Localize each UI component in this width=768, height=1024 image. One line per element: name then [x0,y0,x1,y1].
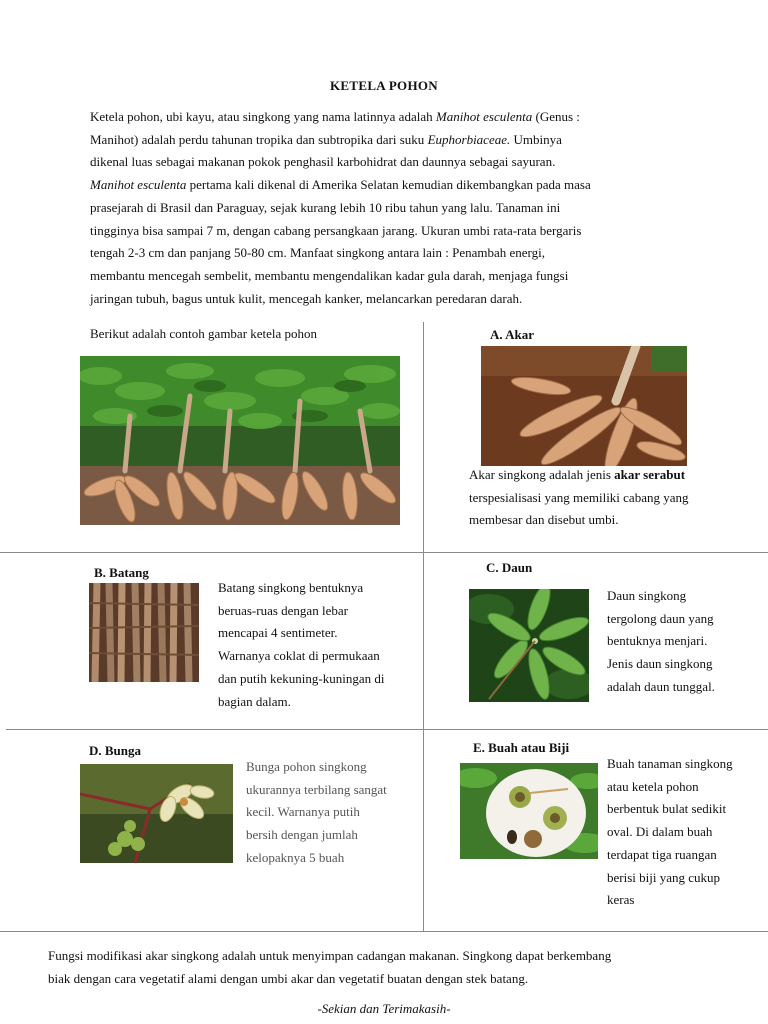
buah-description [607,753,733,912]
text-line: tergolong daun yang [607,610,714,626]
text-line: Manihot) adalah perdu tahunan tropika dan subtropika dari suku Euphorbiaceae. Umbinya [90,131,562,147]
text-line: Daun singkong [607,588,687,603]
text-line: Fungsi modifikasi akar singkong adalah untuk menyimpan cadangan makanan. Singkong dapat berkembang [48,948,612,963]
text-line: dan putih kekuning-kuningan di [218,670,385,686]
text-line: membantu mencegah sembelit, membantu mengendalikan kadar gula darah, menjaga fungsi [90,267,569,283]
intro-paragraph [90,106,690,310]
text-line: dikenal luas sebagai makanan pokok penghasil karbohidrat dan daunnya sebagai sayuran. [90,154,556,170]
section-divider [6,729,768,730]
text-line: Buah tanaman singkong [607,756,733,771]
text-line: atau ketela pohon [607,778,699,794]
example-caption: Berikut adalah contoh gambar ketela pohon [90,326,318,341]
text-line: adalah daun tunggal. [607,678,715,694]
section-heading-bunga: D. Bunga [89,743,142,758]
text-line: beruas-ruas dengan lebar [218,602,348,618]
section-heading-buah: E. Buah atau Biji [473,740,570,755]
page-title: KETELA POHON [330,78,438,93]
text-line: terspesialisasi yang memiliki cabang yang [469,489,689,505]
text-line: keras [607,892,635,908]
text-line: mencapai 4 sentimeter. [218,625,338,641]
text-line: terdapat tiga ruangan [607,846,717,862]
buah-image [460,763,598,859]
text-line: jaringan tubuh, bagus untuk kulit, mencegah kanker, melancarkan peredaran darah. [90,290,523,306]
daun-image [469,589,589,702]
section-heading-batang: B. Batang [94,565,149,580]
akar-description [469,464,689,532]
text-line: biak dengan cara vegetatif alami dengan umbi akar dan vegetatif buatan dengan stek batang. [48,970,529,986]
footer-paragraph [48,945,728,990]
text-line: kecil. Warnanya putih [246,804,360,820]
text-line: Ketela pohon, ubi kayu, atau singkong yang nama latinnya adalah Manihot esculenta (Genus : [90,109,580,124]
text-line: Jenis daun singkong [607,656,713,672]
text-line: bersih dengan jumlah [246,827,358,843]
main-cassava-image [80,356,400,525]
text-line: Manihot esculenta pertama kali dikenal di Amerika Selatan kemudian dikembangkan pada masa [90,177,591,193]
text-line: tingginya bisa sampai 7 m, dengan cabang persangkaan jarang. Ukuran umbi rata-rata bergaris [90,222,582,238]
section-heading-daun: C. Daun [486,560,533,575]
text-line: berisi biji yang cukup [607,869,721,885]
section-divider [0,552,768,553]
section-heading-akar: A. Akar [490,327,535,342]
text-line: prasejarah di Brasil dan Paraguay, sejak kurang lebih 10 ribu tahun yang lalu. Tanaman ini [90,199,561,215]
text-line: Batang singkong bentuknya [218,580,364,595]
text-line: Bunga pohon singkong [246,759,367,774]
text-line: ukurannya terbilang sangat [246,781,387,797]
daun-description [607,585,715,699]
text-line: kelopaknya 5 buah [246,849,345,865]
bunga-description [246,756,387,870]
text-line: bentuknya menjari. [607,633,708,649]
akar-image [481,346,687,466]
section-divider [0,931,768,932]
column-divider [423,322,424,932]
text-line: bagian dalam. [218,693,291,709]
text-line: tengah 2-3 cm dan panjang 50-80 cm. Manfaat singkong antara lain : Penambah energi, [90,245,545,261]
text-line: membesar dan disebut umbi. [469,512,619,528]
bunga-image [80,764,233,863]
closing-text: -Sekian dan Terimakasih- [317,1001,451,1016]
text-line: berbentuk bulat sedikit [607,801,727,817]
batang-image [89,583,199,682]
text-line: oval. Di dalam buah [607,824,713,840]
text-line: Akar singkong adalah jenis akar serabut [469,467,686,482]
text-line: Warnanya coklat di permukaan [218,648,380,664]
batang-description [218,577,384,713]
